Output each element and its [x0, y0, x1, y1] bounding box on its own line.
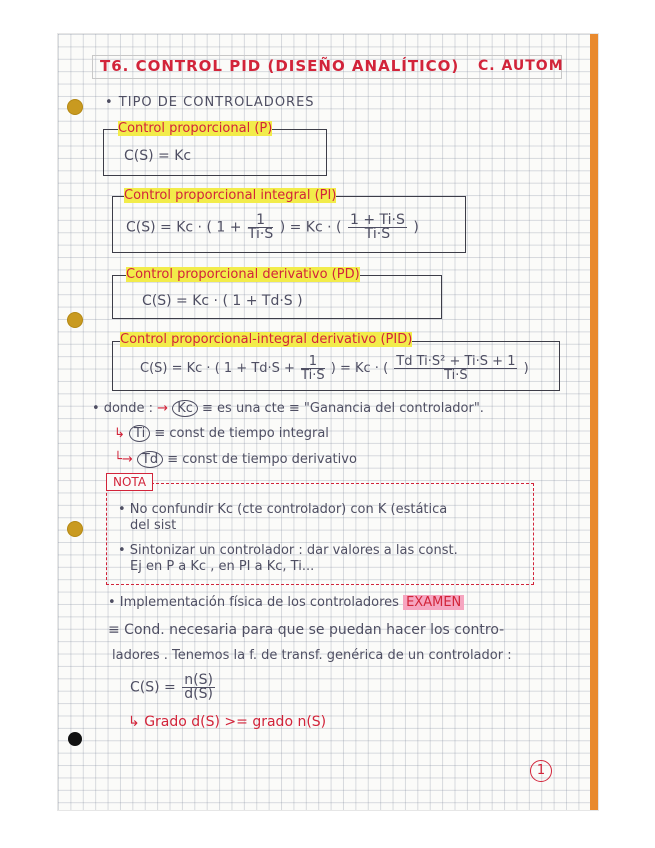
- td-symbol: Td: [137, 451, 163, 468]
- implementacion-line: • Implementación física de los controladores EXAMEN: [108, 595, 464, 610]
- kc-symbol: Kc: [172, 400, 198, 417]
- nota-line: Ej en P a Kc , en PI a Kc, Ti...: [130, 559, 315, 574]
- donde-line: • donde : → Kc ≡ es una cte ≡ "Ganancia del controlador".: [92, 401, 484, 416]
- binder-hole: [68, 313, 82, 327]
- nota-line: del sist: [130, 518, 177, 533]
- td-line: └→ Td ≡ const de tiempo derivativo: [114, 452, 357, 467]
- subject-label: C. AUTOM: [478, 58, 564, 74]
- controller-pd-title: Control proporcional derivativo (PD): [126, 267, 360, 282]
- controller-pi-formula: C(S) = Kc · ( 1 + $\frac{1}{Ti\cdot S}$ ) = Kc · ( $\frac{1 + Ti\cdot S}{Ti\cdot S}$ ): [126, 212, 419, 242]
- fraction: $\frac{1 + Ti\cdot S}{Ti\cdot S}$: [349, 212, 405, 242]
- grado-line: ↳ Grado d(S) >= grado n(S): [128, 714, 327, 730]
- page-number: 1: [530, 760, 552, 782]
- corner-arrow-icon: ↳: [114, 426, 125, 441]
- controller-pi-title: Control proporcional integral (PI): [124, 188, 337, 203]
- nota-line: • Sintonizar un controlador : dar valores a las const.: [118, 543, 458, 558]
- transfer-function: C(S) = $\frac{n(S)}{d(S)}$: [130, 672, 213, 702]
- binder-hole: [68, 100, 82, 114]
- arrow-icon: →: [157, 401, 169, 416]
- ti-symbol: Ti: [129, 425, 150, 442]
- page-title: T6. CONTROL PID (DISEÑO ANALÍTICO): [100, 57, 460, 75]
- nota-label: NOTA: [106, 473, 153, 491]
- corner-arrow-icon: ↳: [128, 714, 140, 730]
- fraction: $\frac{1}{Ti\cdot S}$: [247, 212, 274, 242]
- fraction: $\frac{1}{Ti\cdot S}$: [301, 354, 325, 383]
- fraction: $\frac{n(S)}{d(S)}$: [184, 672, 213, 702]
- binder-hole: [68, 732, 82, 746]
- ti-line: ↳ Ti ≡ const de tiempo integral: [114, 426, 329, 441]
- corner-arrow-icon: └→: [114, 452, 133, 467]
- condicion-line: ladores . Tenemos la f. de transf. genérica de un controlador :: [112, 648, 512, 663]
- controller-p-title: Control proporcional (P): [118, 121, 273, 136]
- controller-p-formula: C(S) = Kc: [124, 148, 192, 164]
- controller-pid-title: Control proporcional-integral derivativo (PID): [120, 332, 413, 347]
- binder-hole: [68, 522, 82, 536]
- fraction: $\frac{\text{Td Ti·S² + Ti·S + 1}}{Ti\cdot S}$: [396, 354, 516, 383]
- nota-line: • No confundir Kc (cte controlador) con K (estática: [118, 502, 448, 517]
- condicion-line: ≡ Cond. necesaria para que se puedan hacer los contro-: [108, 622, 505, 638]
- section-heading: • TIPO DE CONTROLADORES: [105, 95, 315, 110]
- controller-pd-formula: C(S) = Kc · ( 1 + Td·S ): [142, 293, 303, 309]
- page-edge-stripe: [590, 34, 598, 810]
- examen-tag: EXAMEN: [403, 595, 464, 610]
- controller-pid-formula: C(S) = Kc · ( 1 + Td·S + $\frac{1}{Ti\cdot S}$ ) = Kc · ( $\frac{\text{Td Ti·S² + Ti·S + 1}}{Ti\cdot S}$ ): [140, 354, 529, 383]
